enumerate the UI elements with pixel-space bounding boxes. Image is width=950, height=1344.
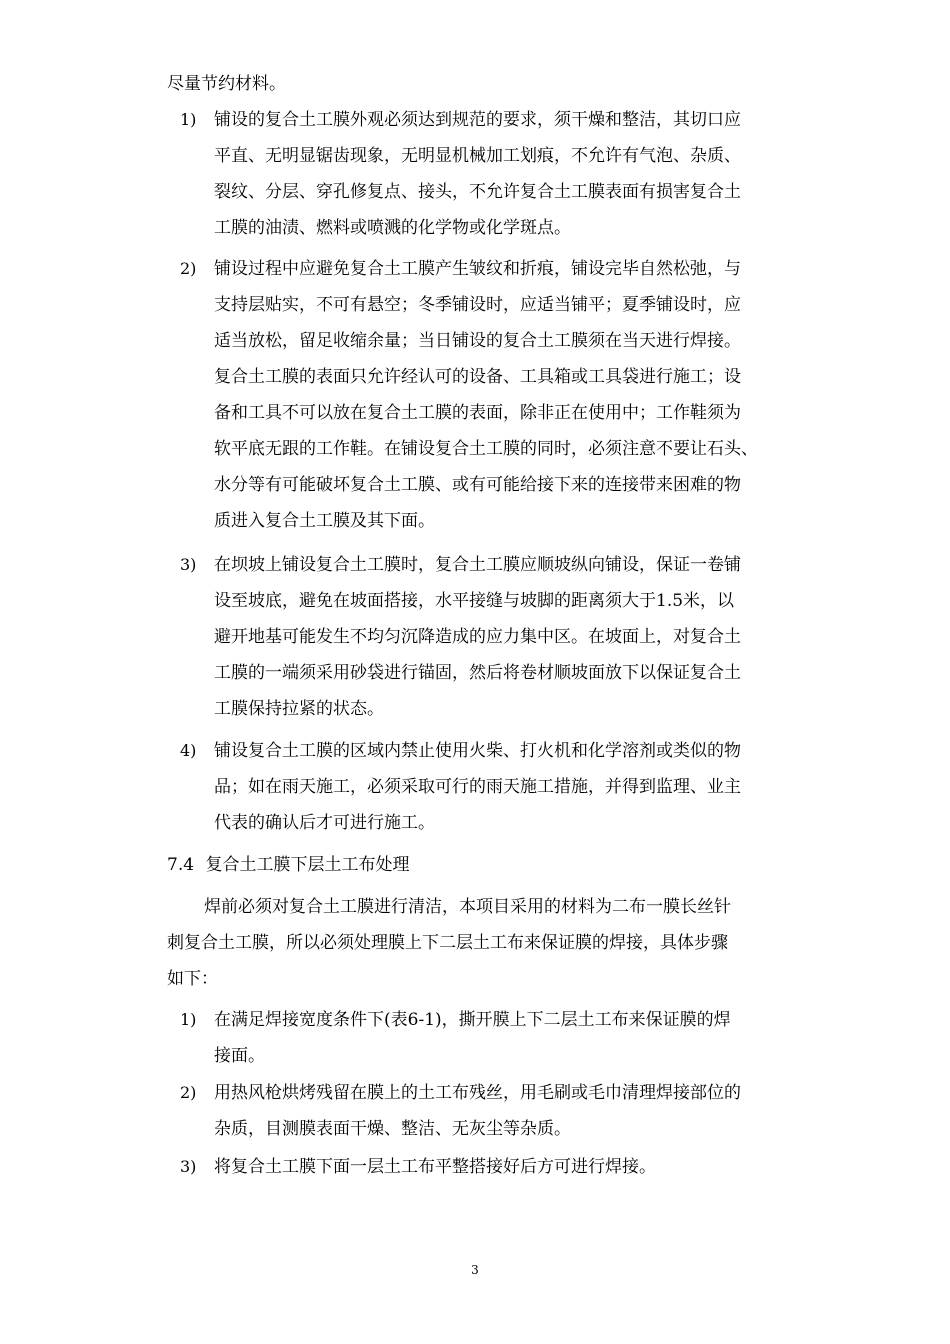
list-item-line: 质进入复合土工膜及其下面。: [214, 511, 435, 531]
list-item-line: 品；如在雨天施工，必须采取可行的雨天施工措施，并得到监理、业主: [214, 777, 741, 797]
list-item-line: 在满足焊接宽度条件下(表6-1)，撕开膜上下二层土工布来保证膜的焊: [214, 1010, 731, 1030]
section-number: 7.4: [167, 855, 195, 875]
list-item-number: 4): [180, 741, 197, 760]
list-item-line: 适当放松，留足收缩余量；当日铺设的复合土工膜须在当天进行焊接。: [214, 331, 741, 351]
list-item-line: 复合土工膜的表面只允许经认可的设备、工具箱或工具袋进行施工；设: [214, 367, 741, 387]
list-item-line: 备和工具不可以放在复合土工膜的表面，除非正在使用中；工作鞋须为: [214, 403, 741, 423]
list-item-line: 避开地基可能发生不均匀沉降造成的应力集中区。在坡面上，对复合土: [214, 627, 741, 647]
list-item-line: 将复合土工膜下面一层土工布平整搭接好后方可进行焊接。: [214, 1157, 656, 1177]
list-item-line: 铺设复合土工膜的区域内禁止使用火柴、打火机和化学溶剂或类似的物: [214, 741, 741, 761]
section-title: 复合土工膜下层土工布处理: [205, 855, 410, 875]
list-item-line: 支持层贴实，不可有悬空；冬季铺设时，应适当铺平；夏季铺设时，应: [214, 295, 741, 315]
list-item-line: 裂纹、分层、穿孔修复点、接头，不允许复合土工膜表面有损害复合土: [214, 182, 741, 202]
list-item-number: 3): [180, 1157, 197, 1176]
list-item-line: 工膜保持拉紧的状态。: [214, 699, 384, 719]
list-item-line: 接面。: [214, 1046, 265, 1066]
list-item-number: 2): [180, 1083, 197, 1102]
list-item-line: 水分等有可能破坏复合土工膜、或有可能给接下来的连接带来困难的物: [214, 475, 741, 495]
list-item-line: 软平底无跟的工作鞋。在铺设复合土工膜的同时，必须注意不要让石头、: [214, 439, 758, 459]
list-item-line: 用热风枪烘烤残留在膜上的土工布残丝，用毛刷或毛巾清理焊接部位的: [214, 1083, 741, 1103]
list-item-line: 设至坡底，避免在坡面搭接，水平接缝与坡脚的距离须大于1.5米，以: [214, 591, 735, 611]
intro-tail-text: 尽量节约材料。: [167, 74, 286, 94]
list-item-number: 2): [180, 259, 197, 278]
list-item-number: 1): [180, 1010, 197, 1029]
list-item-line: 杂质，目测膜表面干燥、整洁、无灰尘等杂质。: [214, 1119, 571, 1139]
section-heading: [167, 853, 409, 877]
list-item-line: 铺设过程中应避免复合土工膜产生皱纹和折痕，铺设完毕自然松弛，与: [214, 259, 741, 279]
list-item-line: 工膜的油渍、燃料或喷溅的化学物或化学斑点。: [214, 218, 571, 238]
list-item-number: 3): [180, 555, 197, 574]
list-item-number: 1): [180, 110, 197, 129]
list-item-line: 代表的确认后才可进行施工。: [214, 813, 435, 833]
list-item-line: 平直、无明显锯齿现象，无明显机械加工划痕，不允许有气泡、杂质、: [214, 146, 741, 166]
paragraph-line: 刺复合土工膜，所以必须处理膜上下二层土工布来保证膜的焊接，具体步骤: [167, 933, 728, 953]
list-item-line: 铺设的复合土工膜外观必须达到规范的要求，须干燥和整洁，其切口应: [214, 110, 741, 130]
list-item-line: 在坝坡上铺设复合土工膜时，复合土工膜应顺坡纵向铺设，保证一卷铺: [214, 555, 741, 575]
list-item-line: 工膜的一端须采用砂袋进行锚固，然后将卷材顺坡面放下以保证复合土: [214, 663, 741, 683]
paragraph-line: 如下：: [167, 969, 218, 989]
page-number: 3: [471, 1263, 479, 1277]
paragraph-line: 焊前必须对复合土工膜进行清洁，本项目采用的材料为二布一膜长丝针: [204, 897, 731, 917]
